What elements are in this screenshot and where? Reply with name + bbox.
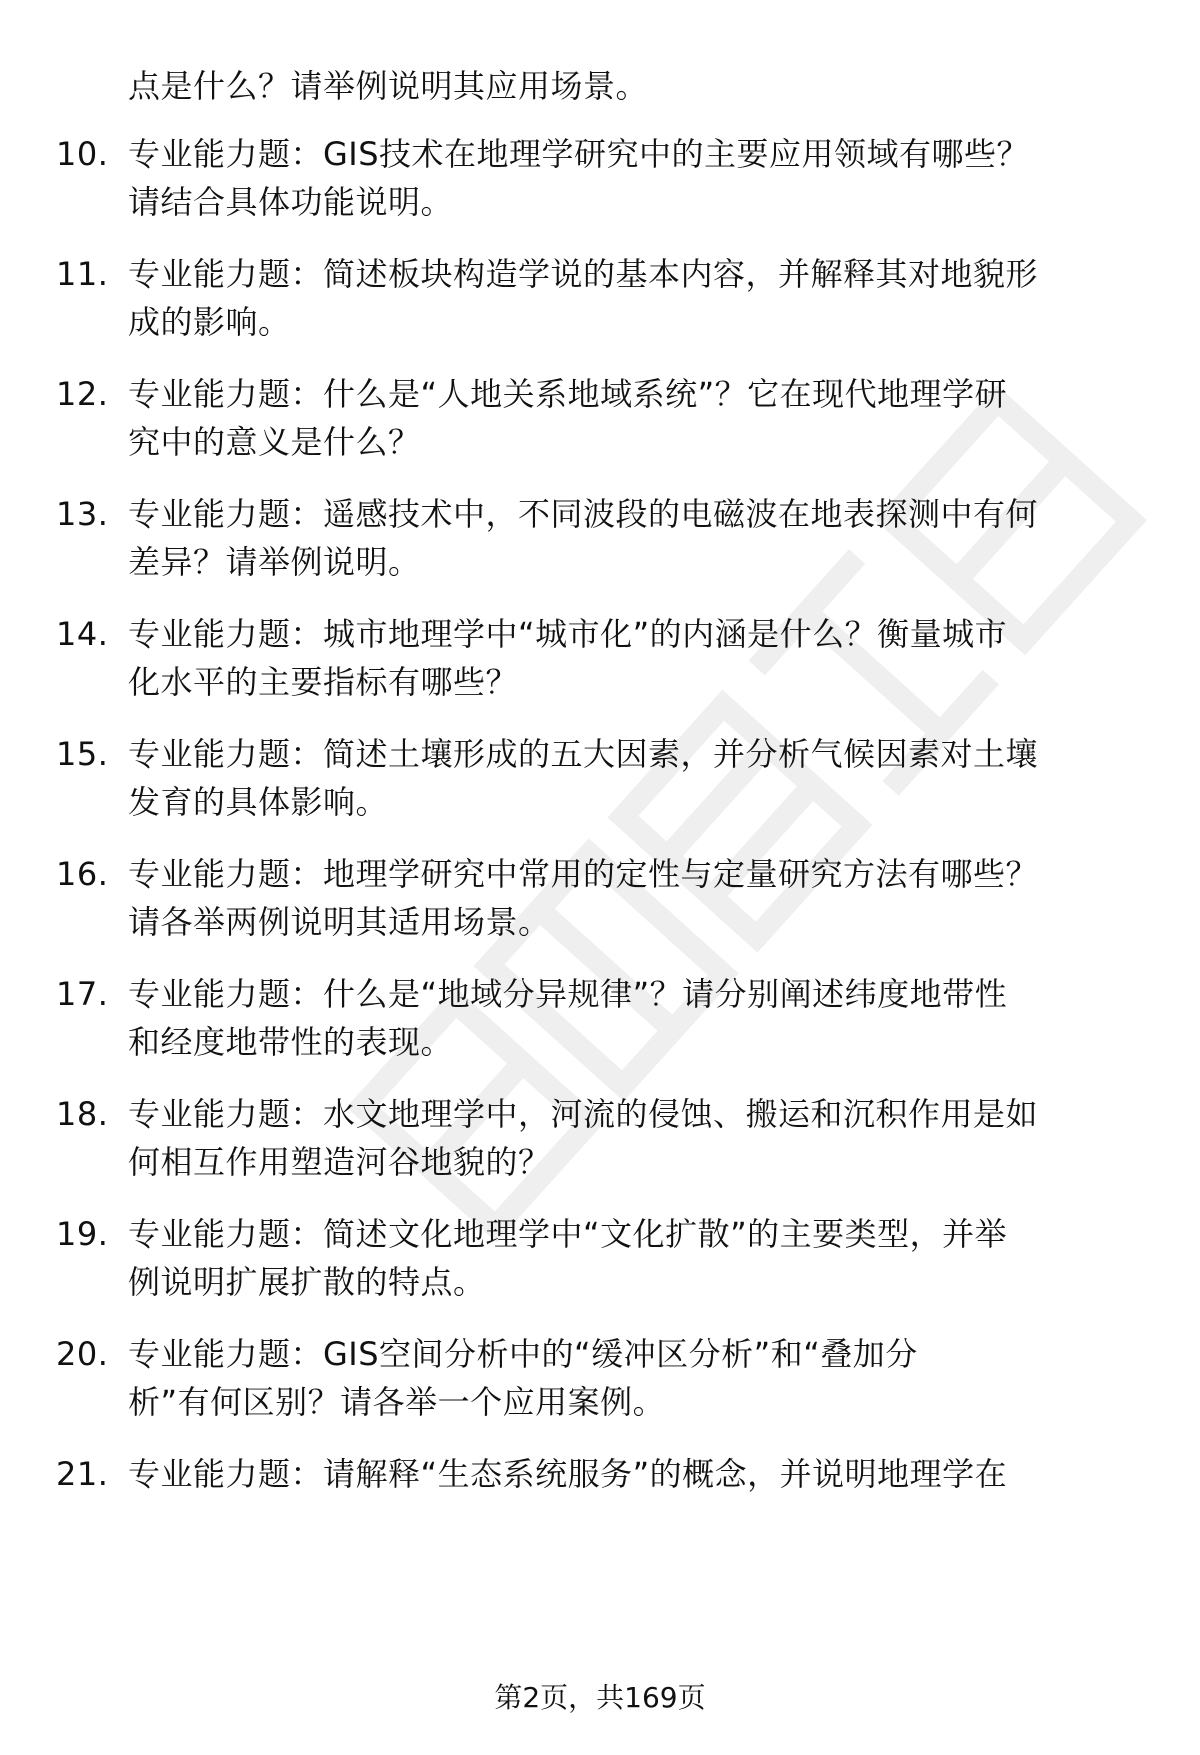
- question-line: 差异？请举例说明。: [128, 543, 421, 581]
- question-number: 18.: [56, 1095, 109, 1133]
- question-text: [128, 730, 1138, 826]
- question-number: 15.: [56, 735, 109, 773]
- question-text: [128, 1330, 1138, 1426]
- question-number: 10.: [56, 135, 109, 173]
- question-text: [128, 490, 1138, 586]
- question-line: 专业能力题：地理学研究中常用的定性与定量研究方法有哪些？: [128, 855, 1039, 893]
- question-line: 专业能力题：请解释“生态系统服务”的概念，并说明地理学在: [128, 1455, 1008, 1493]
- page-footer: 第2页，共169页: [494, 1681, 706, 1714]
- question-line: 专业能力题：GIS技术在地理学研究中的主要应用领域有哪些？: [128, 135, 1030, 173]
- question-text: [128, 970, 1138, 1066]
- question-line: 何相互作用塑造河谷地貌的？: [128, 1143, 551, 1181]
- question-line: 例说明扩展扩散的特点。: [128, 1263, 486, 1301]
- question-line: 专业能力题：什么是“地域分异规律”？请分别阐述纬度地带性: [128, 975, 1008, 1013]
- question-line: 化水平的主要指标有哪些？: [128, 663, 519, 701]
- question-number: 12.: [56, 375, 109, 413]
- question-text: [128, 1090, 1138, 1186]
- question-line: 和经度地带性的表现。: [128, 1023, 454, 1061]
- question-line: 析”有何区别？请各举一个应用案例。: [128, 1383, 666, 1421]
- question-line: 成的影响。: [128, 303, 291, 341]
- question-text: [128, 130, 1138, 226]
- question-line: 请各举两例说明其适用场景。: [128, 903, 551, 941]
- question-text: [128, 250, 1138, 346]
- question-number: 11.: [56, 255, 109, 293]
- question-number: 21.: [56, 1455, 109, 1493]
- question-line: 专业能力题：城市地理学中“城市化”的内涵是什么？衡量城市: [128, 615, 1008, 653]
- question-line: 发育的具体影响。: [128, 783, 389, 821]
- question-line: 专业能力题：水文地理学中，河流的侵蚀、搬运和沉积作用是如: [128, 1095, 1039, 1133]
- question-text: [128, 1210, 1138, 1306]
- question-number: 13.: [56, 495, 109, 533]
- question-line: 请结合具体功能说明。: [128, 183, 454, 221]
- question-text: [128, 370, 1138, 466]
- question-number: 17.: [56, 975, 109, 1013]
- question-line: 专业能力题：什么是“人地关系地域系统”？它在现代地理学研: [128, 375, 1008, 413]
- question-text: [128, 610, 1138, 706]
- question-line: 究中的意义是什么？: [128, 423, 421, 461]
- question-number: 19.: [56, 1215, 109, 1253]
- question-text: [128, 1450, 1138, 1498]
- question-line: 专业能力题：遥感技术中，不同波段的电磁波在地表探测中有何: [128, 495, 1039, 533]
- question-text: [128, 850, 1138, 946]
- question-line: 专业能力题：简述文化地理学中“文化扩散”的主要类型，并举: [128, 1215, 1008, 1253]
- continuation-text: 点是什么？请举例说明其应用场景。: [128, 67, 649, 105]
- question-number: 16.: [56, 855, 109, 893]
- question-line: 专业能力题：简述土壤形成的五大因素，并分析气候因素对土壤: [128, 735, 1039, 773]
- question-number: 14.: [56, 615, 109, 653]
- question-line: 专业能力题：简述板块构造学说的基本内容，并解释其对地貌形: [128, 255, 1039, 293]
- question-line: 专业能力题：GIS空间分析中的“缓冲区分析”和“叠加分: [128, 1335, 918, 1373]
- question-number: 20.: [56, 1335, 109, 1373]
